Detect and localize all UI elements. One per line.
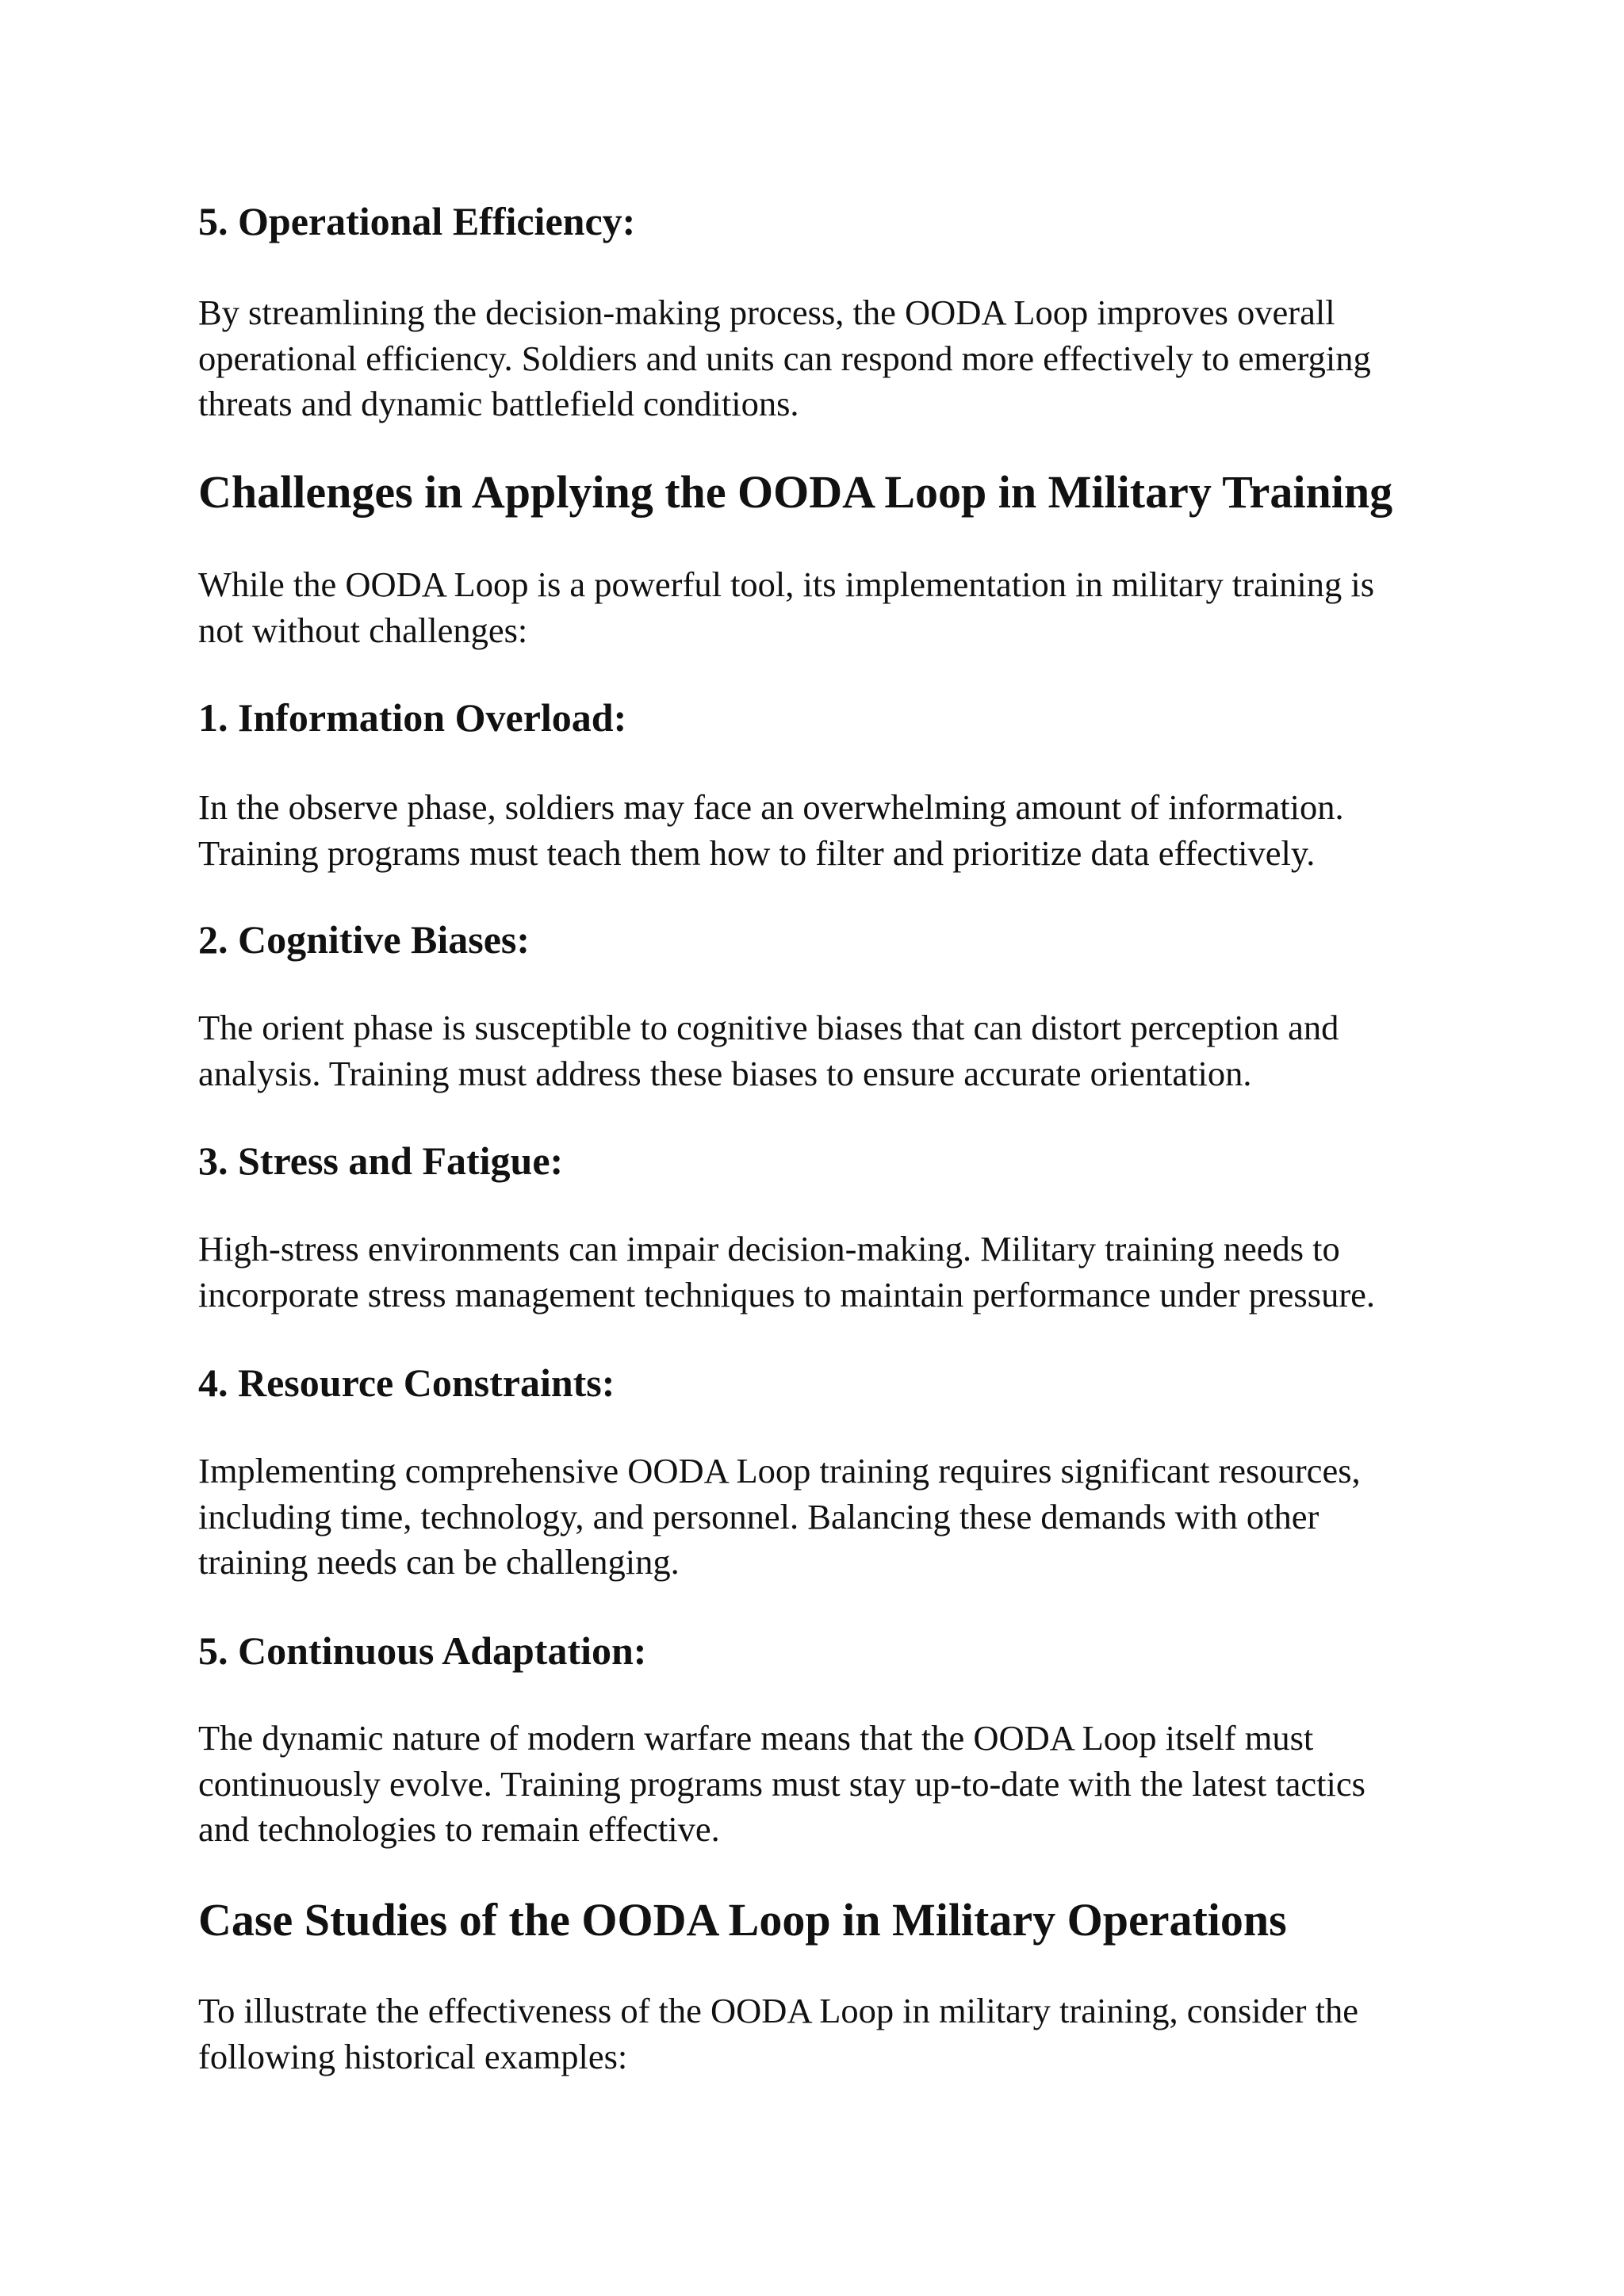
paragraph-line: operational efficiency. Soldiers and units can respond more effectively to emerging [198, 338, 1371, 378]
paragraph-line: Implementing comprehensive OODA Loop training requires significant resources, [198, 1451, 1361, 1490]
paragraph-line: While the OODA Loop is a powerful tool, its implementation in military training is [198, 564, 1375, 604]
paragraph-challenges-intro [198, 562, 1451, 653]
paragraph-line: threats and dynamic battlefield conditions. [198, 384, 799, 423]
paragraph-continuous-adaptation [198, 1716, 1451, 1853]
paragraph-line: following historical examples: [198, 2036, 628, 2076]
paragraph-line: Training programs must teach them how to filter and prioritize data effectively. [198, 832, 1316, 873]
paragraph-line: incorporate stress management techniques to maintain performance under pressure. [198, 1274, 1376, 1314]
heading-challenges: Challenges in Applying the OODA Loop in Military Training [198, 466, 1393, 518]
paragraph-stress-fatigue [198, 1226, 1451, 1318]
paragraph-cognitive-biases [198, 1005, 1451, 1096]
paragraph-line: and technologies to remain effective. [198, 1809, 720, 1849]
paragraph-line: continuously evolve. Training programs must stay up-to-date with the latest tactics [198, 1763, 1365, 1804]
paragraph-line: training needs can be challenging. [198, 1542, 680, 1582]
paragraph-line: In the observe phase, soldiers may face an overwhelming amount of information. [198, 787, 1344, 827]
paragraph-line: The dynamic nature of modern warfare means that the OODA Loop itself must [198, 1718, 1314, 1758]
paragraph-line: The orient phase is susceptible to cognitive biases that can distort perception and [198, 1008, 1339, 1047]
paragraph-line: analysis. Training must address these biases to ensure accurate orientation. [198, 1053, 1252, 1093]
heading-operational-efficiency: 5. Operational Efficiency: [198, 199, 636, 243]
heading-cognitive-biases: 2. Cognitive Biases: [198, 917, 530, 962]
paragraph-line: To illustrate the effectiveness of the OODA Loop in military training, consider the [198, 1991, 1358, 2030]
paragraph-resource-constraints [198, 1448, 1451, 1586]
paragraph-operational-efficiency [198, 290, 1451, 427]
heading-case-studies: Case Studies of the OODA Loop in Military Operations [198, 1894, 1287, 1946]
heading-information-overload: 1. Information Overload: [198, 695, 627, 740]
paragraph-line: including time, technology, and personnel. Balancing these demands with other [198, 1496, 1320, 1536]
paragraph-line: By streamlining the decision-making process, the OODA Loop improves overall [198, 293, 1335, 332]
paragraph-line: not without challenges: [198, 610, 528, 650]
paragraph-line: High-stress environments can impair decision-making. Military training needs to [198, 1229, 1340, 1269]
paragraph-case-studies-intro [198, 1988, 1451, 2080]
paragraph-information-overload [198, 785, 1451, 876]
heading-stress-fatigue: 3. Stress and Fatigue: [198, 1138, 564, 1183]
heading-continuous-adaptation: 5. Continuous Adaptation: [198, 1628, 647, 1673]
heading-resource-constraints: 4. Resource Constraints: [198, 1360, 615, 1405]
